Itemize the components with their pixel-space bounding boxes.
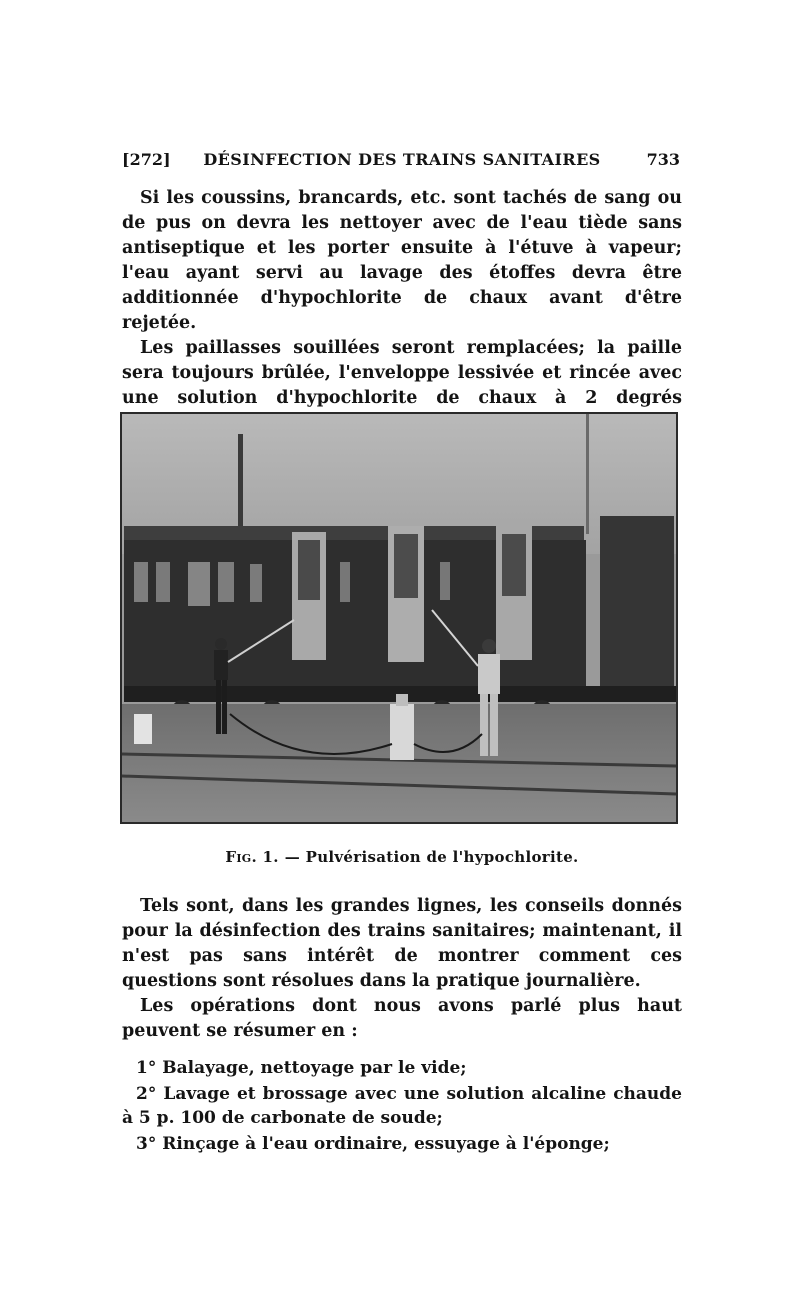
list-item: 1° Balayage, nettoyage par le vide; [136, 1058, 467, 1078]
figure-photograph [120, 412, 678, 824]
folio-bracket: [272] [122, 150, 171, 169]
running-head [122, 150, 682, 174]
list-item: 3° Rinçage à l'eau ordinaire, essuyage à l'éponge; [136, 1134, 610, 1154]
paragraph-mattresses: Les paillasses souillées seront remplacées; la paille sera toujours brûlée, l'enveloppe lessivée et rincée avec une solution d'hypochlorite de chaux à 2 degrés [122, 338, 682, 408]
paragraph-operations: Les opérations dont nous avons parlé plus haut peuvent se résumer en : [122, 996, 682, 1041]
paragraph-cushions: Si les coussins, brancards, etc. sont tachés de sang ou de pus on devra les nettoyer avec de l'eau tiède sans antiseptique et les porter ensuite à l'étuve à vapeur; l'eau ayant servi au lavage des étoffes devra être additionnée d'hypochlorite de chaux avant d'être rejetée. [122, 188, 682, 333]
figure-label: Fig. 1. [225, 848, 279, 866]
figure-caption-text: — Pulvérisation de l'hypochlorite. [284, 848, 579, 866]
figure-caption [122, 848, 682, 866]
operations-list [122, 1056, 682, 1158]
running-title: DÉSINFECTION DES TRAINS SANITAIRES [203, 150, 601, 169]
paragraph-conclusions: Tels sont, dans les grandes lignes, les conseils donnés pour la désinfection des trains sanitaires; maintenant, il n'est pas sans intérêt de montrer comment ces questions sont résolues dans la pratique journalière. [122, 896, 682, 991]
photo-train-disinfection [122, 414, 676, 822]
list-item: 2° Lavage et brossage avec une solution alcaline chaude à 5 p. 100 de carbonate de soude; [122, 1084, 682, 1128]
top-text-block [122, 186, 682, 436]
page-number: 733 [646, 150, 680, 169]
bottom-text-block [122, 894, 682, 1044]
